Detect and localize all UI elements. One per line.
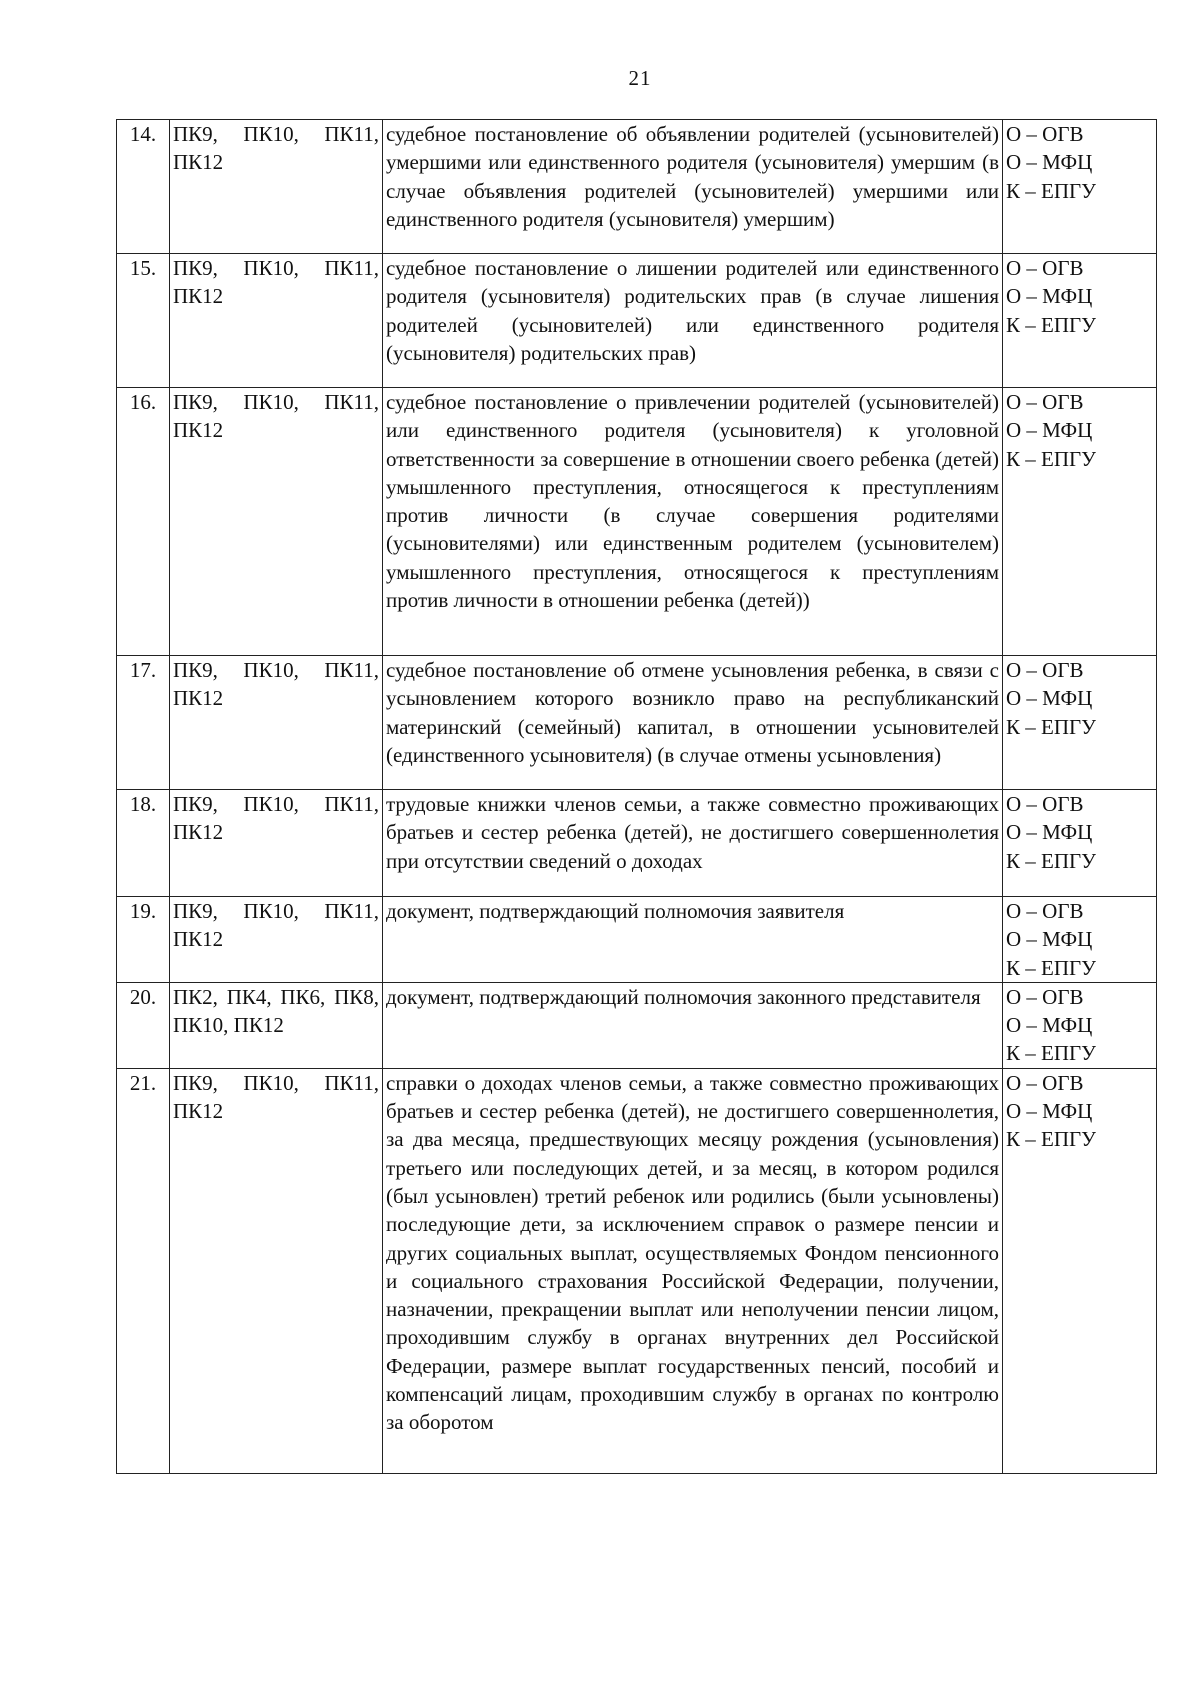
submission-mode: О – ОГВ [1006,984,1084,1009]
row-submission-modes [1003,982,1157,1068]
documents-table-body [117,120,1157,1474]
row-codes: ПК9, ПК10, ПК11, ПК12 [170,254,383,388]
submission-mode: К – ЕПГУ [1006,446,1097,471]
row-codes: ПК9, ПК10, ПК11, ПК12 [170,120,383,254]
row-codes: ПК9, ПК10, ПК11, ПК12 [170,388,383,656]
submission-mode: О – МФЦ [1006,150,1093,175]
submission-mode: О – МФЦ [1006,418,1093,443]
submission-mode: О – МФЦ [1006,927,1093,952]
row-submission-modes [1003,120,1157,254]
row-number: 14. [117,120,170,254]
documents-table [116,119,1157,1474]
row-submission-modes [1003,656,1157,790]
submission-mode: О – ОГВ [1006,122,1084,146]
submission-mode: О – МФЦ [1006,1013,1093,1038]
row-document: судебное постановление об отмене усыновления ребенка, в связи с усыновлением которого возникло право на республиканский материнский (семейный) капитал, в отношении усыновителей (единственного усыновителя) (в случае отмены усыновления) [383,656,1003,790]
row-submission-modes [1003,897,1157,983]
submission-mode: К – ЕПГУ [1006,848,1097,873]
row-number: 17. [117,656,170,790]
submission-mode: О – МФЦ [1006,686,1093,711]
row-number: 20. [117,982,170,1068]
submission-mode: О – МФЦ [1006,1099,1093,1124]
table-row [117,1068,1157,1473]
submission-mode: О – ОГВ [1006,1070,1084,1095]
row-document: документ, подтверждающий полномочия заявителя [383,897,1003,983]
page-number: 21 [628,66,652,90]
submission-mode: О – МФЦ [1006,820,1093,845]
row-document: судебное постановление об объявлении родителей (усыновителей) умершими или единственного родителя (усыновителя) умершим (в случае объявления родителей (усыновителей) умершими или единственного родителя (усыновителя) умершим) [383,120,1003,254]
submission-mode: О – ОГВ [1006,792,1084,816]
submission-mode: О – МФЦ [1006,284,1093,309]
row-document: трудовые книжки членов семьи, а также совместно проживающих братьев и сестер ребенка (детей), не достигшего совершеннолетия при отсутствии сведений о доходах [383,790,1003,897]
table-row [117,120,1157,254]
submission-mode: О – ОГВ [1006,899,1084,923]
submission-mode: О – ОГВ [1006,256,1084,280]
row-number: 21. [117,1068,170,1473]
table-row [117,790,1157,897]
submission-mode: К – ЕПГУ [1006,1041,1097,1066]
submission-mode: О – ОГВ [1006,390,1084,414]
row-codes: ПК2, ПК4, ПК6, ПК8, ПК10, ПК12 [170,982,383,1068]
submission-mode: К – ЕПГУ [1006,312,1097,337]
submission-mode: К – ЕПГУ [1006,955,1097,980]
row-submission-modes [1003,1068,1157,1473]
submission-mode: К – ЕПГУ [1006,178,1097,203]
row-document: справки о доходах членов семьи, а также совместно проживающих братьев и сестер ребенка (детей), не достигшего совершеннолетия, за два месяца, предшествующих месяцу рождения (усыновления) третьего или последующих детей, и за месяц, в котором родился (был усыновлен) третий ребенок или родились (были усыновлены) последующие дети, за исключением справок о размере пенсии и других социальных выплат, осуществляемых Фондом пенсионного и социального страхования Российской Федерации, получении, назначении, прекращении выплат или неполучении пенсии лицом, проходившим службу в органах внутренних дел Российской Федерации, размере выплат государственных пенсий, пособий и компенсаций лицам, проходившим службу в органах по контролю за оборотом [383,1068,1003,1473]
submission-mode: К – ЕПГУ [1006,1127,1097,1152]
row-number: 19. [117,897,170,983]
row-document: судебное постановление о привлечении родителей (усыновителей) или единственного родителя (усыновителя) к уголовной ответственности за совершение в отношении своего ребенка (детей) умышленного преступления, относящегося к преступлениям против личности (в случае совершения родителями (усыновителями) или единственным родителем (усыновителем) умышленного преступления, относящегося к преступлениям против личности в отношении ребенка (детей)) [383,388,1003,656]
row-number: 15. [117,254,170,388]
table-row [117,982,1157,1068]
table-row [117,388,1157,656]
table-row [117,254,1157,388]
row-number: 16. [117,388,170,656]
row-codes: ПК9, ПК10, ПК11, ПК12 [170,897,383,983]
row-codes: ПК9, ПК10, ПК11, ПК12 [170,656,383,790]
submission-mode: О – ОГВ [1006,658,1084,682]
row-submission-modes [1003,254,1157,388]
row-document: судебное постановление о лишении родителей или единственного родителя (усыновителя) родительских прав (в случае лишения родителей (усыновителей) или единственного родителя (усыновителя) родительских прав) [383,254,1003,388]
table-row [117,656,1157,790]
row-number: 18. [117,790,170,897]
row-submission-modes [1003,388,1157,656]
row-codes: ПК9, ПК10, ПК11, ПК12 [170,1068,383,1473]
row-codes: ПК9, ПК10, ПК11, ПК12 [170,790,383,897]
table-row [117,897,1157,983]
row-submission-modes [1003,790,1157,897]
submission-mode: К – ЕПГУ [1006,714,1097,739]
row-document: документ, подтверждающий полномочия законного представителя [383,982,1003,1068]
